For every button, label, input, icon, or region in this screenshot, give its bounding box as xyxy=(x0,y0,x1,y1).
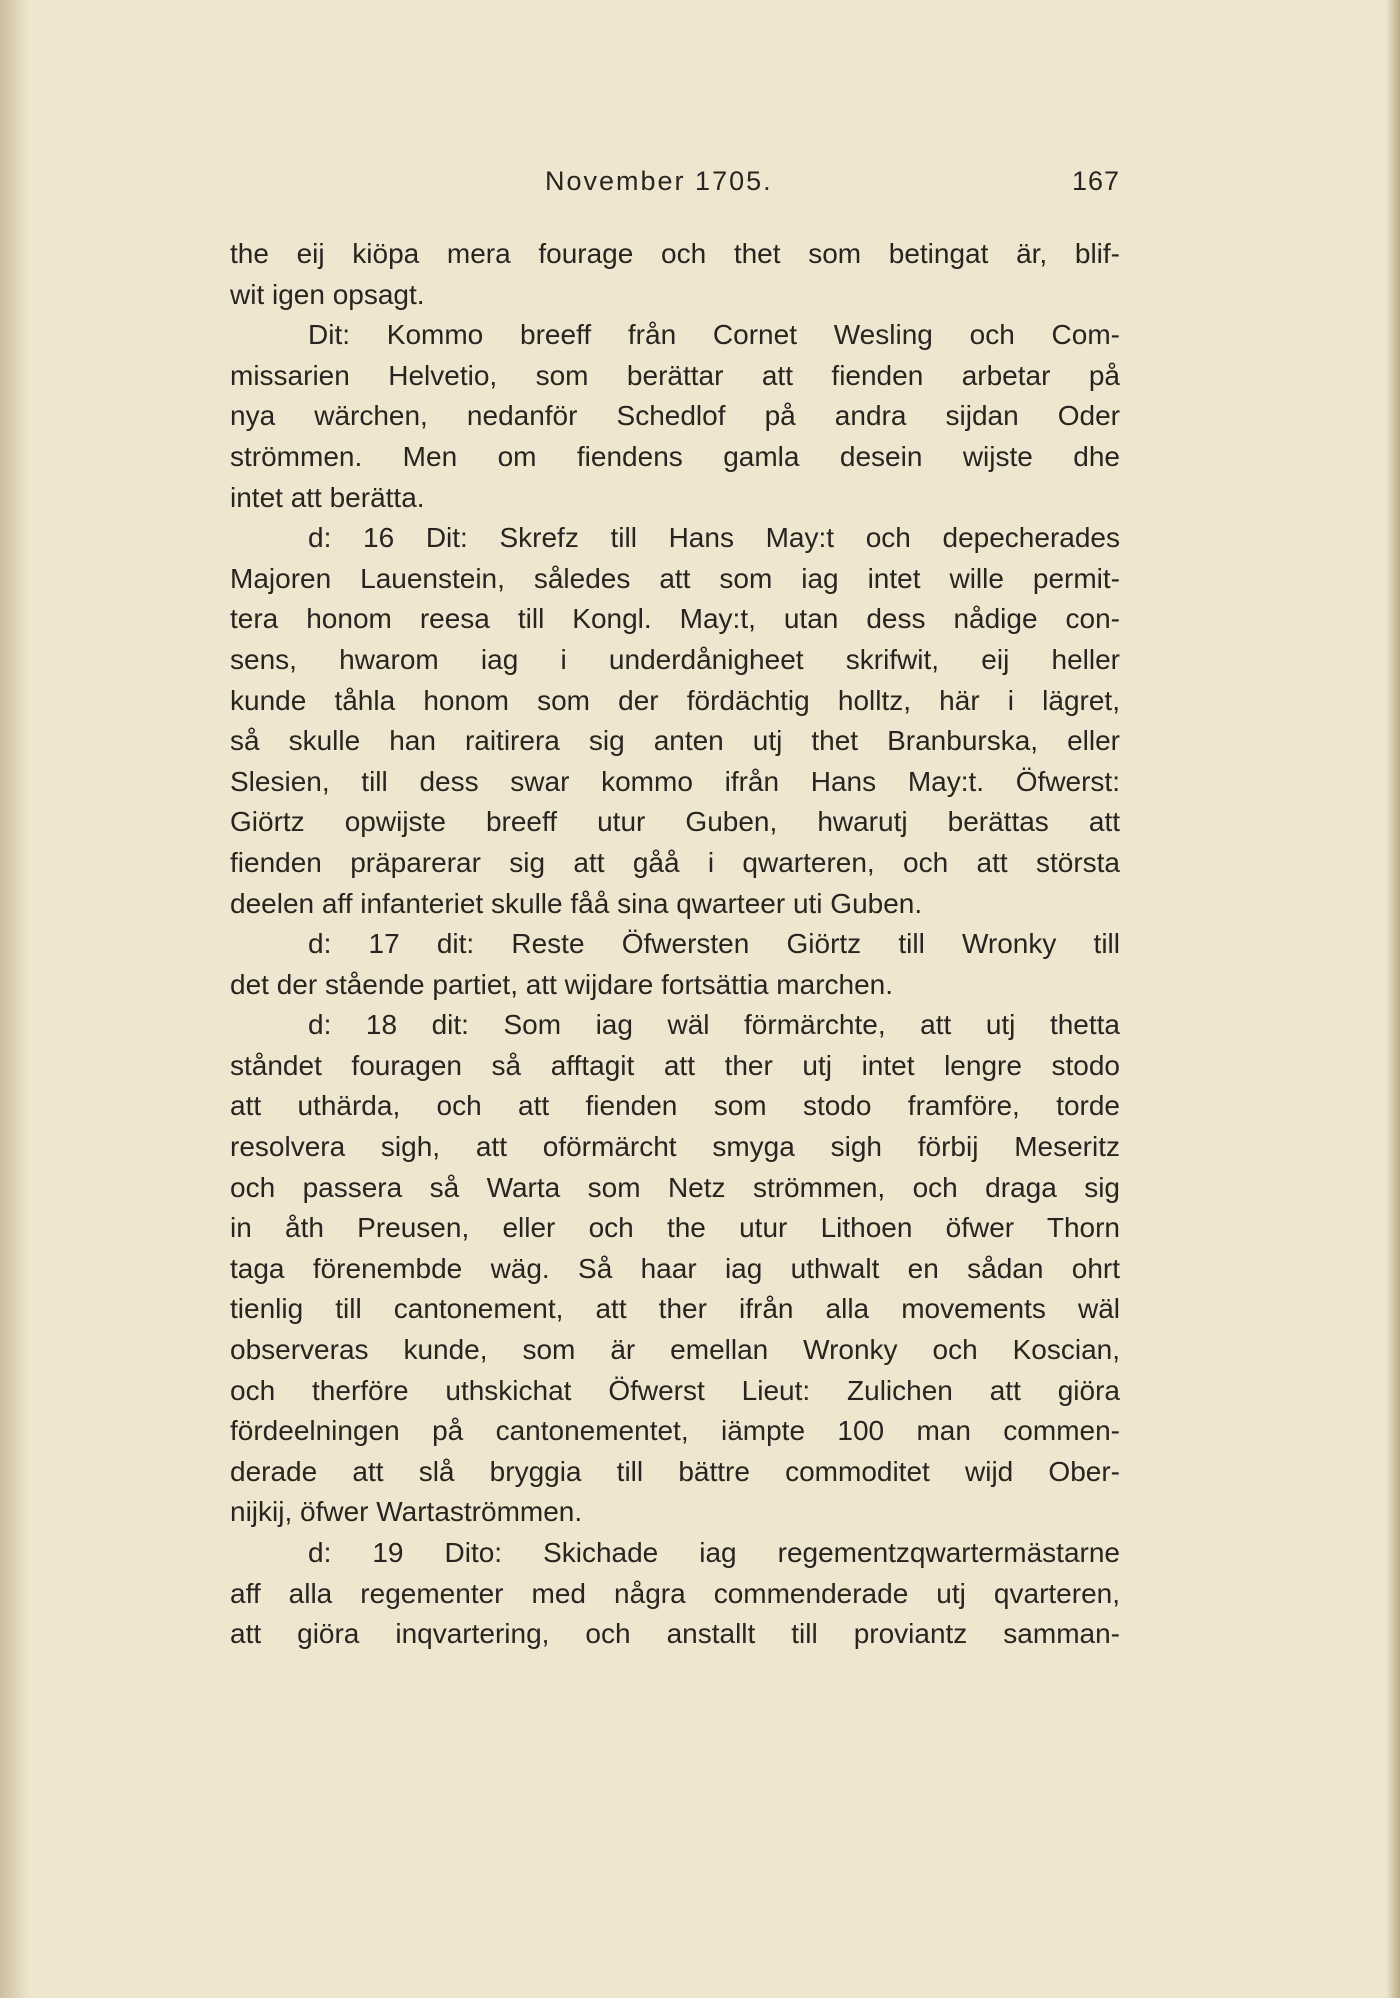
text-line: the eij kiöpa mera fourage och thet som betingat är, blif- xyxy=(230,238,1120,269)
text-line: tienlig till cantonement, att ther ifrån alla movements wäl xyxy=(230,1293,1120,1325)
text-line: intet att berätta. xyxy=(230,481,425,513)
text-line: wit igen opsagt. xyxy=(230,278,425,310)
page-number: 167 xyxy=(1071,166,1120,196)
text-line: deelen aff infanteriet skulle fåå sina qwarteer uti Guben. xyxy=(230,887,923,919)
text-line: kunde tåhla honom som der fördächtig holltz, här i lägret, xyxy=(230,684,1120,716)
text-line: nijkij, öfwer Wartaströmmen. xyxy=(230,1496,583,1528)
text-line: tera honom reesa till Kongl. May:t, utan dess nådige con- xyxy=(230,603,1120,635)
text-line: Dit: Kommo breeff från Cornet Wesling och Com- xyxy=(308,319,1120,351)
text-line: att giöra inqvartering, och anstallt till proviantz samman- xyxy=(230,1618,1120,1650)
text-line: missarien Helvetio, som berättar att fienden arbetar på xyxy=(230,359,1120,391)
text-line: aff alla regementer med några commenderade utj qvarteren, xyxy=(230,1577,1120,1609)
text-line: och therföre uthskichat Öfwerst Lieut: Zulichen att giöra xyxy=(230,1374,1120,1406)
text-line: fördeelningen på cantonementet, iämpte 100 man commen- xyxy=(230,1415,1120,1447)
text-line: Majoren Lauenstein, således att som iag intet wille permit- xyxy=(230,562,1120,594)
text-line: sens, hwarom iag i underdånigheet skrifwit, eij heller xyxy=(230,643,1120,675)
text-line: observeras kunde, som är emellan Wronky och Koscian, xyxy=(230,1334,1120,1366)
text-line: ståndet fouragen så afftagit att ther utj intet lengre stodo xyxy=(230,1049,1120,1081)
page-edge-right xyxy=(1386,0,1400,1998)
text-line: det der stående partiet, att wijdare fortsättia marchen. xyxy=(230,968,894,1000)
running-head: November 1705. xyxy=(545,166,773,196)
text-line: d: 17 dit: Reste Öfwersten Giörtz till Wronky till xyxy=(308,928,1120,960)
text-line: att uthärda, och att fienden som stodo framföre, torde xyxy=(230,1090,1120,1122)
page-header xyxy=(230,166,1120,206)
text-line: och passera så Warta som Netz strömmen, och draga sig xyxy=(230,1171,1120,1203)
text-line: d: 19 Dito: Skichade iag regementzqwartermästarne xyxy=(308,1537,1120,1568)
text-line: resolvera sigh, att oförmärcht smyga sigh förbij Meseritz xyxy=(230,1131,1120,1163)
text-line: fienden präparerar sig att gåå i qwarteren, och att största xyxy=(230,846,1120,878)
text-line: derade att slå bryggia till bättre commoditet wijd Ober- xyxy=(230,1455,1120,1487)
body-text xyxy=(230,234,1120,1655)
text-line: nya wärchen, nedanför Schedlof på andra sijdan Oder xyxy=(230,400,1120,432)
text-line: strömmen. Men om fiendens gamla desein wijste dhe xyxy=(230,440,1120,472)
text-line: taga förenembde wäg. Så haar iag uthwalt en sådan ohrt xyxy=(230,1252,1120,1284)
text-line: så skulle han raitirera sig anten utj thet Branburska, eller xyxy=(230,725,1120,757)
page-edge-left xyxy=(0,0,30,1998)
text-line: in åth Preusen, eller och the utur Lithoen öfwer Thorn xyxy=(230,1212,1120,1244)
text-line: d: 18 dit: Som iag wäl förmärchte, att utj thetta xyxy=(308,1009,1120,1041)
text-line: Giörtz opwijste breeff utur Guben, hwarutj berättas att xyxy=(230,806,1120,838)
text-line: Slesien, till dess swar kommo ifrån Hans May:t. Öfwerst: xyxy=(230,765,1120,797)
text-line: d: 16 Dit: Skrefz till Hans May:t och depecherades xyxy=(308,522,1120,554)
